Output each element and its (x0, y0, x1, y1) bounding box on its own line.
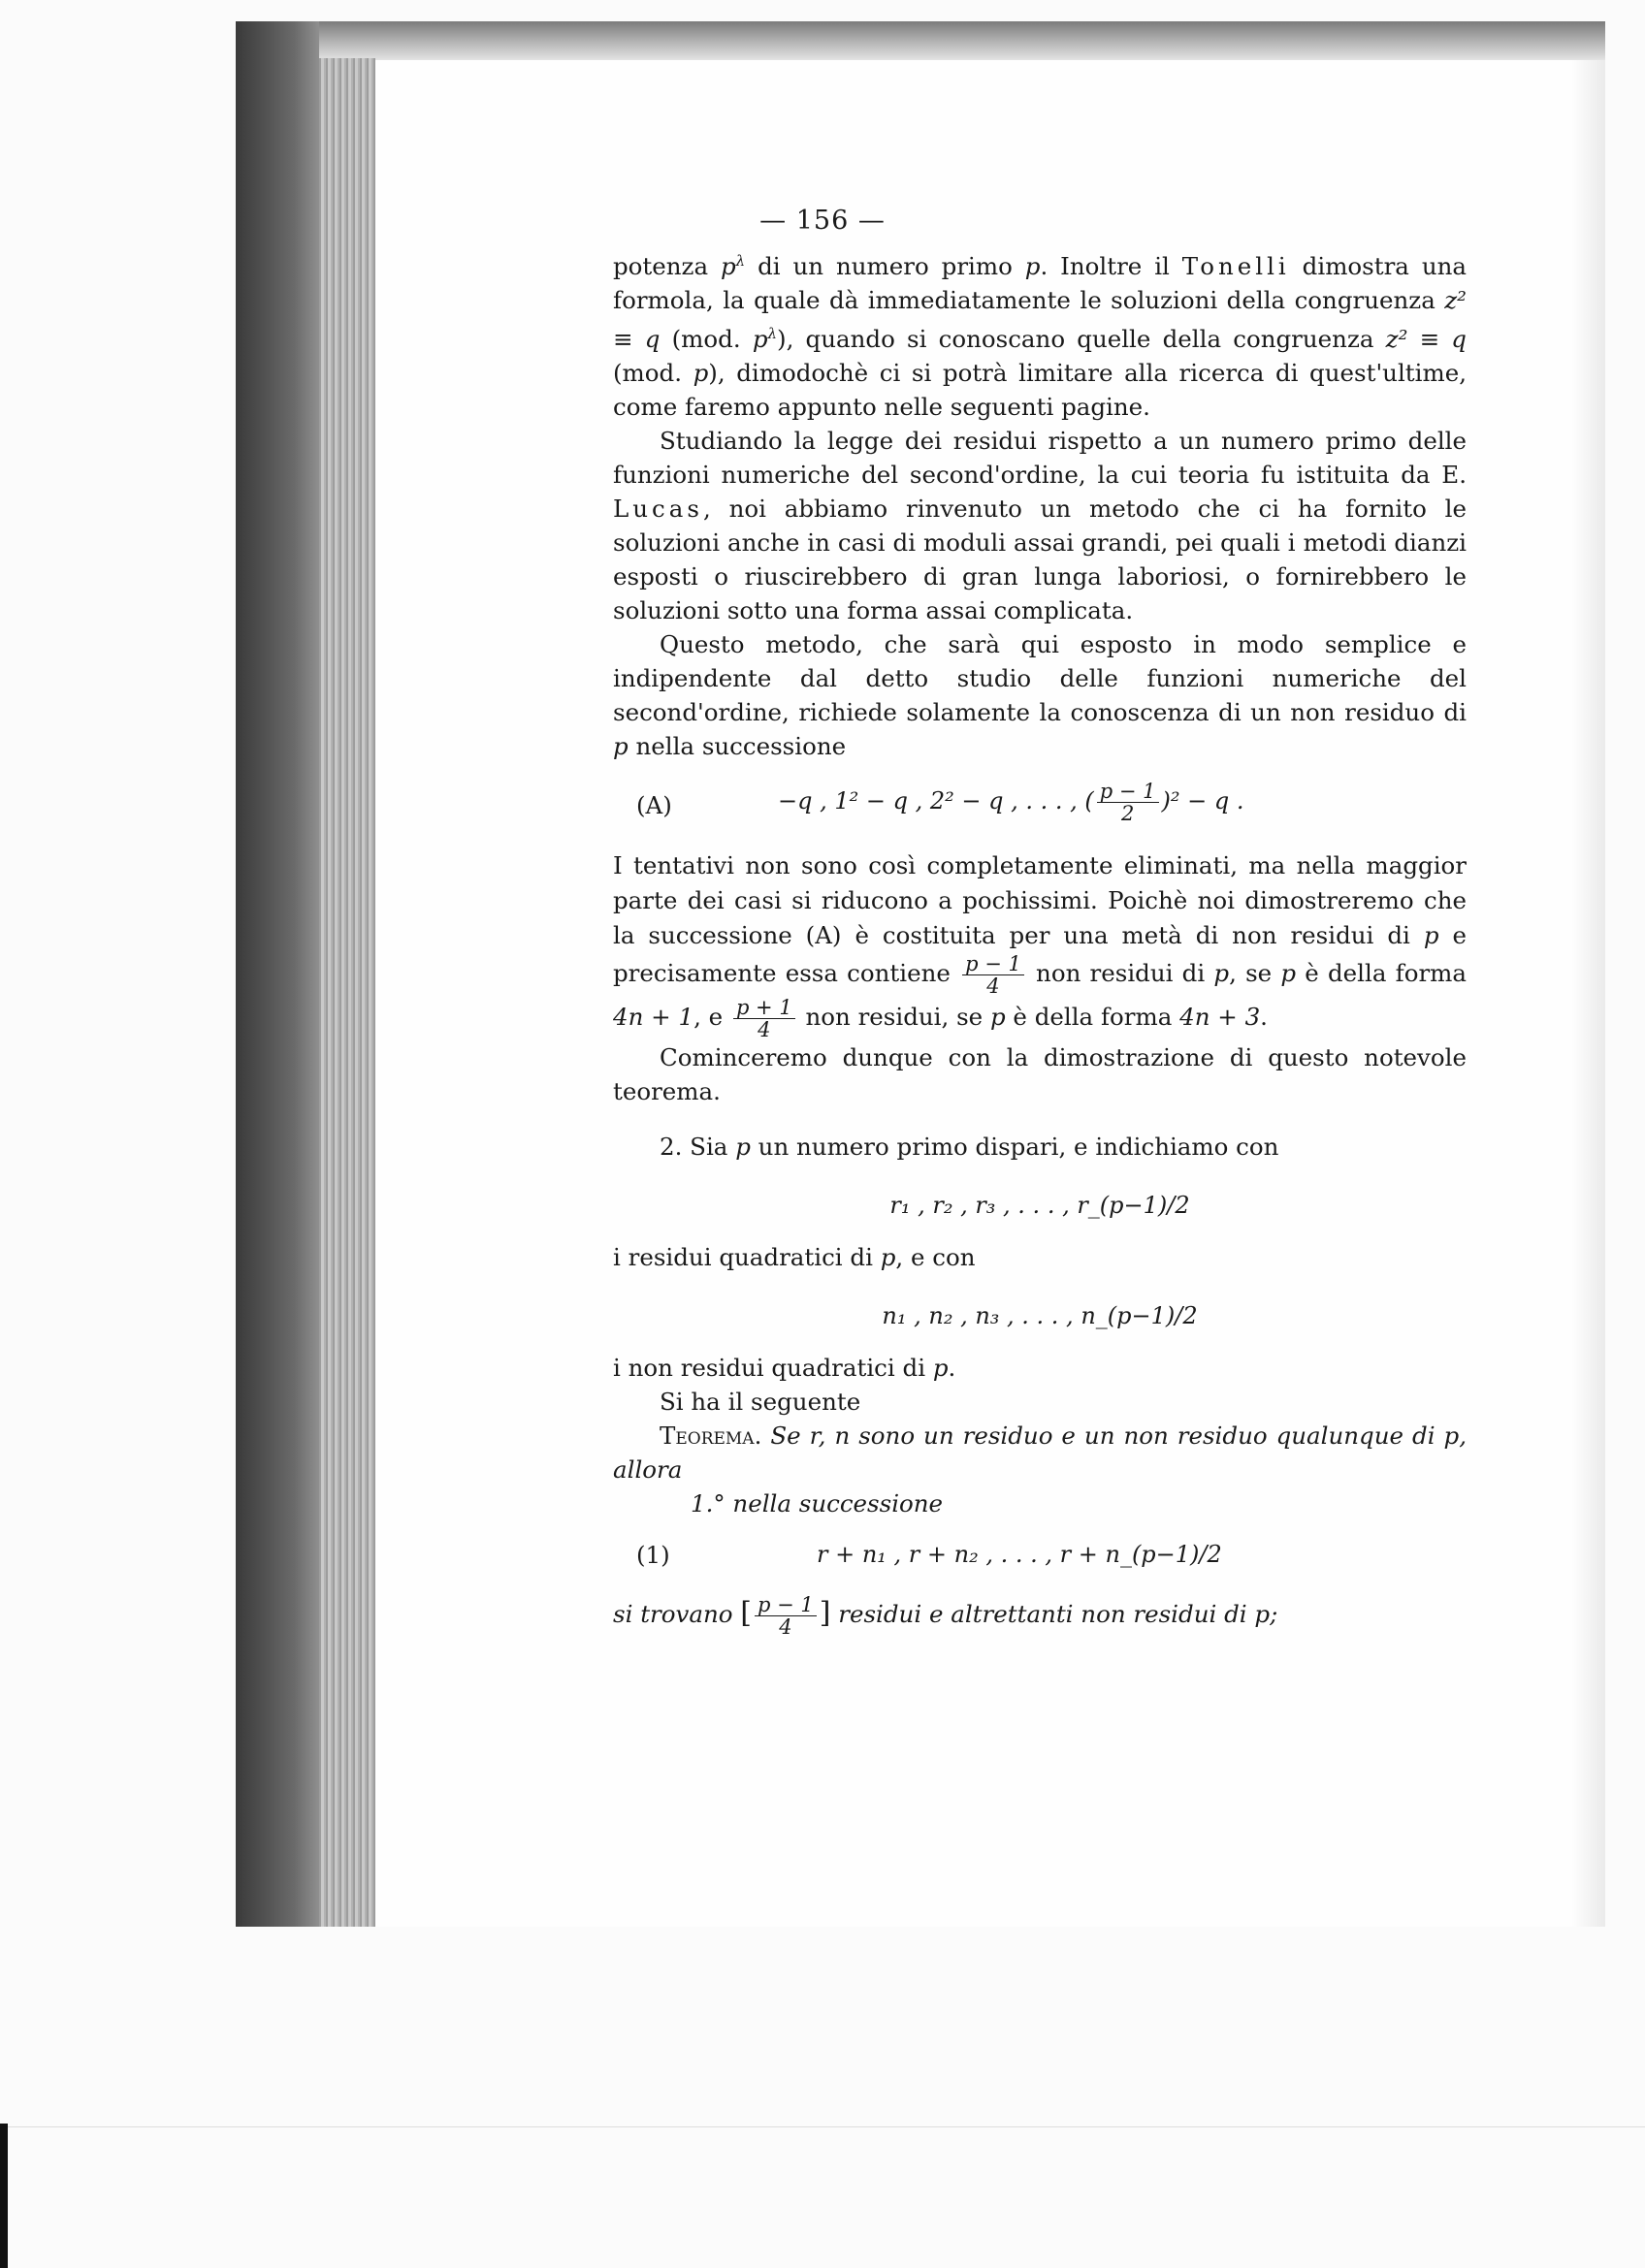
theorem-item-1: 1.° nella successione (691, 1489, 944, 1518)
page-number: — 156 — (759, 206, 886, 236)
math-p: p (1024, 252, 1041, 281)
math-p: p (1213, 959, 1230, 988)
text-run: 2. Sia (660, 1133, 736, 1162)
text-run: è della forma (1296, 959, 1468, 988)
math-p: p (1280, 959, 1297, 988)
text-run: dimostra una formola, la quale dà immediatamente le soluzioni della congruenza (613, 252, 1467, 315)
non-residue-sequence: n₁ , n₂ , n₃ , . . . , n_(p−1)/2 (882, 1302, 1198, 1330)
text-run: (mod. (613, 359, 693, 388)
equation-label: (A) (636, 791, 672, 820)
math-form: 4n + 1 (613, 1003, 694, 1032)
bracket-left: [ (740, 1596, 752, 1631)
paragraph-2-text: Studiando la legge dei residui rispetto a un numero primo delle funzioni numeriche del second'ordine, la cui teoria fu istituita da E. (613, 427, 1467, 490)
math-form: 4n + 3 (1179, 1003, 1261, 1032)
equation-part: )² − q . (1161, 787, 1244, 815)
text-run: , e con (895, 1243, 976, 1272)
theorem-text: Se r, n sono un residuo e un non residuo qualunque di p, allora (613, 1421, 1467, 1485)
text-run: ), quando si conoscano quelle della congruenza (777, 325, 1386, 354)
paragraph-5: Cominceremo dunque con la dimostrazione di questo notevole teorema. (613, 1043, 1467, 1106)
author-name: Tonelli (1181, 252, 1290, 281)
math-p: p (720, 252, 736, 281)
paragraph-9: Si ha il seguente (660, 1388, 861, 1417)
text-run: . (1260, 1003, 1268, 1032)
equation-1 (613, 1520, 1467, 1588)
theorem-label: Teorema. (660, 1421, 762, 1451)
paragraph-2-text: , noi abbiamo rinvenuto un metodo che ci ha fornito le soluzioni anche in casi di moduli assai grandi, pei quali i metodi dianzi esposti o riuscirebbero di gran lunga laboriosi, o fornirebbero le soluzioni sotto una forma assai complicata. (613, 495, 1467, 625)
book-page-edges (319, 58, 375, 1927)
paragraph-1 (613, 244, 1467, 1638)
text-run: i non residui quadratici di (613, 1354, 933, 1383)
math-congruence: z² ≡ q (613, 286, 1467, 354)
math-p: p (735, 1133, 751, 1162)
bracket-right: ] (819, 1596, 831, 1631)
text-run: non residui di (1026, 959, 1214, 988)
equation-body (778, 781, 1244, 824)
text-run: . (948, 1354, 956, 1383)
text-run: di un numero primo (745, 252, 1025, 281)
text-run: è della forma (1005, 1003, 1180, 1032)
text-run: ), dimodochè ci si potrà limitare alla ricerca di quest'ultime, come faremo appunto nelle seguenti pagine. (613, 359, 1467, 422)
text-run: i residui quadratici di (613, 1243, 881, 1272)
fraction: $\frac{p + 1}{4}$ (733, 997, 795, 1040)
text-run: residui e altrettanti non residui di p; (830, 1600, 1278, 1629)
math-lambda: λ (735, 252, 746, 270)
math-p: p (989, 1003, 1006, 1032)
scanner-bottom-line (0, 2126, 1645, 2127)
text-run: potenza (613, 252, 721, 281)
text-run: si trovano (613, 1600, 741, 1629)
math-lambda: λ (767, 325, 778, 343)
fraction: $\frac{p - 1}{2}$ (1097, 781, 1159, 824)
residue-sequence: r₁ , r₂ , r₃ , . . . , r_(p−1)/2 (889, 1192, 1190, 1220)
math-p: p (613, 732, 629, 761)
text-run: (mod. (660, 325, 753, 354)
math-p: p (880, 1243, 896, 1272)
math-p: p (693, 359, 709, 388)
book-spine (236, 21, 319, 1927)
text-run: non residui, se (797, 1003, 990, 1032)
fraction: $\frac{p - 1}{4}$ (962, 953, 1024, 997)
math-p: p (752, 325, 768, 354)
text-run: I tentativi non sono così completamente eliminati, ma nella maggior parte dei casi si riducono a pochissimi. Poichè noi dimostreremo che la successione (A) è costituita per una metà di non residui di (613, 851, 1467, 950)
text-run: , e (693, 1003, 730, 1032)
paragraph-3-text: nella successione (628, 732, 847, 761)
fraction: $\frac{p - 1}{4}$ (755, 1594, 817, 1638)
book-top-edge (236, 21, 1605, 62)
equation-body: r + n₁ , r + n₂ , . . . , r + n_(p−1)/2 (817, 1541, 1222, 1569)
equation-label: (1) (636, 1541, 670, 1570)
text-run: , se (1229, 959, 1281, 988)
equation-part: −q , 1² − q , 2² − q , . . . , ( (778, 787, 1094, 815)
equation-A (613, 763, 1467, 848)
text-run: . Inoltre il (1040, 252, 1182, 281)
paragraph-3-text: Questo metodo, che sarà qui esposto in modo semplice e indipendente dal detto studio delle funzioni numeriche del second'ordine, richiede solamente la conoscenza di un non residuo di (613, 630, 1467, 727)
text-run: e precisamente essa contiene (613, 921, 1467, 988)
page-right-shadow (1571, 60, 1605, 1927)
math-congruence: z² ≡ q (1385, 325, 1467, 354)
math-p: p (1423, 921, 1439, 950)
text-run: un numero primo dispari, e indichiamo con (750, 1133, 1279, 1162)
scanner-bottom-mark (0, 2124, 8, 2268)
math-p: p (932, 1354, 949, 1383)
author-name: Lucas (613, 495, 703, 524)
